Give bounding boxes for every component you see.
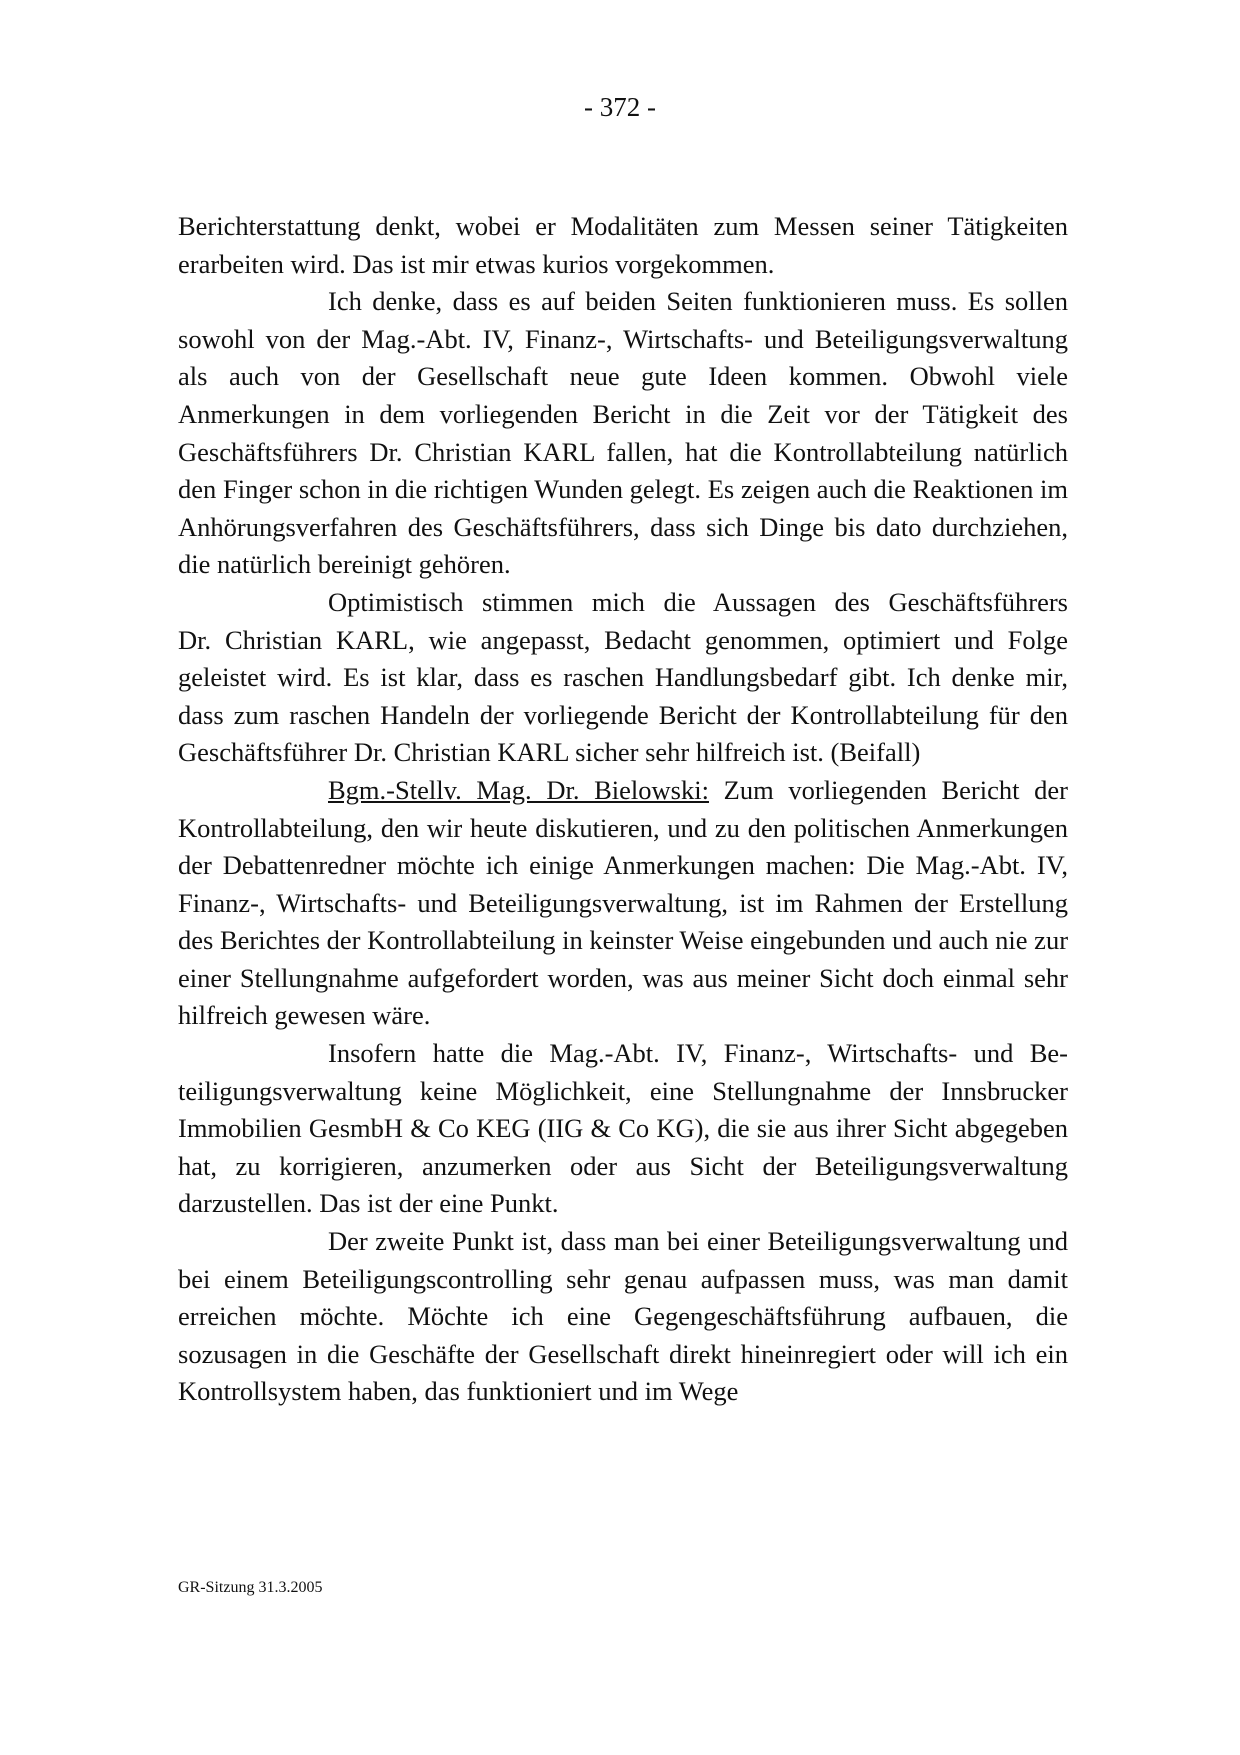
paragraph-5: Insofern hatte die Mag.-Abt. IV, Finanz-, Wirtschafts- und Beteiligungsverwaltung keine Möglichkeit, eine Stellungnahme der Innsbrucker Immobilien GesmbH & Co KEG (IIG & Co KG), die sie aus ihrer Sicht abgegeben hat, zu korrigieren, anzumerken oder aus Sicht der Beteiligungsverwaltung darzustellen. Das ist der eine Punkt. xyxy=(178,1038,1068,1219)
speaker-name: Bgm.-Stellv. Mag. Dr. Bielowski: xyxy=(328,774,709,805)
paragraph-4-text: Zum vorliegenden Bericht der Kontrollabteilung, den wir heute diskutieren, und zu den politischen Anmerkungen der Debattenredner möchte ich einige Anmerkungen machen: Die Mag.-Abt. IV, Finanz-, Wirtschafts- und Beteiligungsverwaltung, ist im Rahmen der Erstellung des Berichtes der Kontrollabteilung in keinster Weise eingebunden und auch nie zur einer Stellungnahme aufgefordert worden, was aus meiner Sicht doch einmal sehr hilfreich gewesen wäre. xyxy=(178,774,1069,1031)
paragraph-3: Optimistisch stimmen mich die Aussagen des Geschäftsführers Dr. Christian KARL, wie angepasst, Bedacht genommen, optimiert und Folge geleistet wird. Es ist klar, dass es raschen Handlungsbedarf gibt. Ich denke mir, dass zum raschen Handeln der vorliegende Bericht der Kontrollabteilung für den Geschäftsführer Dr. Christian KARL sicher sehr hilfreich ist. (Beifall) xyxy=(178,586,1068,768)
footer-session-date: GR-Sitzung 31.3.2005 xyxy=(178,1579,323,1596)
page-number: - 372 - xyxy=(584,92,656,122)
paragraph-6: Der zweite Punkt ist, dass man bei einer Beteiligungsverwaltung und bei einem Beteiligungscontrolling sehr genau aufpassen muss, was man damit erreichen möchte. Möchte ich eine Gegengeschäftsführung aufbauen, die sozusagen in die Geschäfte der Gesellschaft direkt hineinregiert oder will ich ein Kontrollsystem haben, das funktioniert und im Wege xyxy=(178,1226,1068,1407)
body-text xyxy=(178,208,1068,1411)
paragraph-4 xyxy=(178,772,1068,1035)
paragraph-2: Ich denke, dass es auf beiden Seiten funktionieren muss. Es sollen sowohl von der Mag.-Abt. IV, Finanz-, Wirtschafts- und Beteiligungsverwaltung als auch von der Gesellschaft neue gute Ideen kommen. Obwohl viele Anmerkungen in dem vorliegenden Bericht in die Zeit vor der Tätigkeit des Geschäftsführers Dr. Christian KARL fallen, hat die Kontrollabteilung natürlich den Finger schon in die richtigen Wunden gelegt. Es zeigen auch die Reaktionen im Anhörungsverfahren des Geschäftsführers, dass sich Dinge bis dato durchziehen, die natürlich bereinigt gehören. xyxy=(178,286,1068,580)
paragraph-1: Berichterstattung denkt, wobei er Modalitäten zum Messen seiner Tätigkeiten erarbeiten wird. Das ist mir etwas kurios vorgekommen. xyxy=(178,211,1068,279)
